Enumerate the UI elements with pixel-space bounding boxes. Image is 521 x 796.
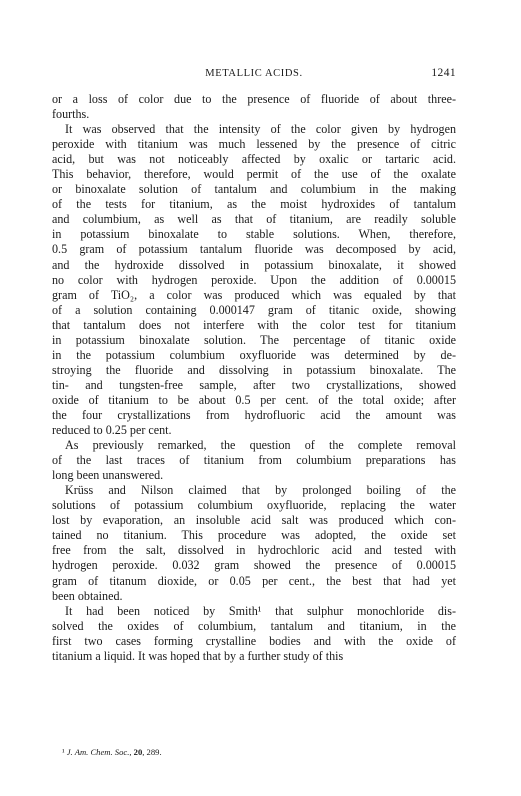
text-line: first two cases forming crystalline bodies and with the oxide of: [52, 633, 456, 648]
text-line: This behavior, therefore, would permit of the use of the oxalate: [52, 167, 456, 182]
text-line: gram of titanum dioxide, or 0.05 per cent., the best that had yet: [52, 573, 456, 588]
text-line: reduced to 0.25 per cent.: [52, 423, 172, 438]
text-line: 0.5 gram of potassium tantalum fluoride was decomposed by acid,: [52, 242, 456, 257]
text-line: the four crystallizations from hydrofluoric acid the amount was: [52, 407, 456, 422]
text-line: Krüss and Nilson claimed that by prolonged boiling of the: [65, 483, 456, 498]
text-line: tained no titanium. This procedure was adopted, the oxide set: [52, 528, 456, 543]
footnote-citation: J. Am. Chem. Soc.: [66, 747, 130, 757]
text-line: and columbium, as well as that of titanium, are readily soluble: [52, 212, 456, 227]
paragraph-3: [52, 438, 456, 483]
text-line: stroying the fluoride and dissolving in potassium binoxalate. The: [52, 362, 456, 377]
text-line: that tantalum does not interfere with the color test for titanium: [52, 317, 456, 332]
page-header: [52, 68, 456, 84]
text-line: of the tests for titanium, as the moist hydroxides of tantalum: [52, 197, 456, 212]
text-line: solved the oxides of columbium, tantalum and titanium, in the: [52, 618, 456, 633]
footnote-volume: 20: [133, 747, 143, 757]
text-line: fourths.: [52, 107, 90, 122]
text-line: It was observed that the intensity of the color given by hydrogen: [65, 122, 456, 137]
text-line: of the last traces of titanium from columbium preparations has: [52, 453, 456, 468]
footnote-sep-3: .: [159, 747, 162, 757]
footnote-marker: ¹: [62, 747, 65, 757]
text-line: in potassium binoxalate to stable solutions. When, therefore,: [52, 227, 456, 242]
text-line: gram of TiO₂, a color was produced which was equaled by that: [52, 287, 456, 302]
paragraph-4: [52, 483, 456, 603]
paragraph-2: [52, 122, 456, 438]
text-line: hydrogen peroxide. 0.032 gram showed the presence of 0.00015: [52, 558, 456, 573]
text-line: As previously remarked, the question of the complete removal: [65, 438, 456, 453]
footnote-sep-1: ,: [129, 747, 134, 757]
text-line: or binoxalate solution of tantalum and columbium in the making: [52, 182, 456, 197]
footnote-sep-2: ,: [142, 747, 147, 757]
body-text: [52, 92, 456, 664]
text-line: It had been noticed by Smith¹ that sulphur monochloride dis-: [65, 603, 456, 618]
text-line: titanium a liquid. It was hoped that by a further study of this: [52, 648, 344, 663]
text-line: long been unanswered.: [52, 468, 164, 483]
text-line: been obtained.: [52, 588, 123, 603]
text-line: no color with hydrogen peroxide. Upon the addition of 0.00015: [52, 272, 456, 287]
page-number: 1241: [431, 67, 456, 79]
paragraph-5: [52, 604, 456, 664]
footnote-page: 289: [146, 747, 160, 757]
text-line: peroxide with titanium was much lessened by the presence of citric: [52, 137, 456, 152]
text-line: free from the salt, dissolved in hydrochloric acid and tested with: [52, 543, 456, 558]
text-line: oxide of titanium to be about 0.5 per cent. of the total oxide; after: [52, 392, 456, 407]
text-line: in the potassium columbium oxyfluoride was determined by de-: [52, 347, 456, 362]
text-line: lost by evaporation, an insoluble acid salt was produced which con-: [52, 513, 456, 528]
text-line: acid, but was not noticeably affected by oxalic or tartaric acid.: [52, 152, 456, 167]
footnote: [62, 747, 362, 757]
text-line: or a loss of color due to the presence of fluoride of about three-: [52, 92, 456, 106]
text-line: of a solution containing 0.000147 gram of titanic oxide, showing: [52, 302, 456, 317]
paragraph-1: [52, 92, 456, 122]
running-title: METALLIC ACIDS.: [205, 68, 303, 79]
text-line: in potassium binoxalate solution. The percentage of titanic oxide: [52, 332, 456, 347]
text-line: and the hydroxide dissolved in potassium binoxalate, it showed: [52, 257, 456, 272]
text-line: solutions of potassium columbium oxyfluoride, replacing the water: [52, 498, 456, 513]
text-line: tin- and tungsten-free sample, after two crystallizations, showed: [52, 377, 456, 392]
